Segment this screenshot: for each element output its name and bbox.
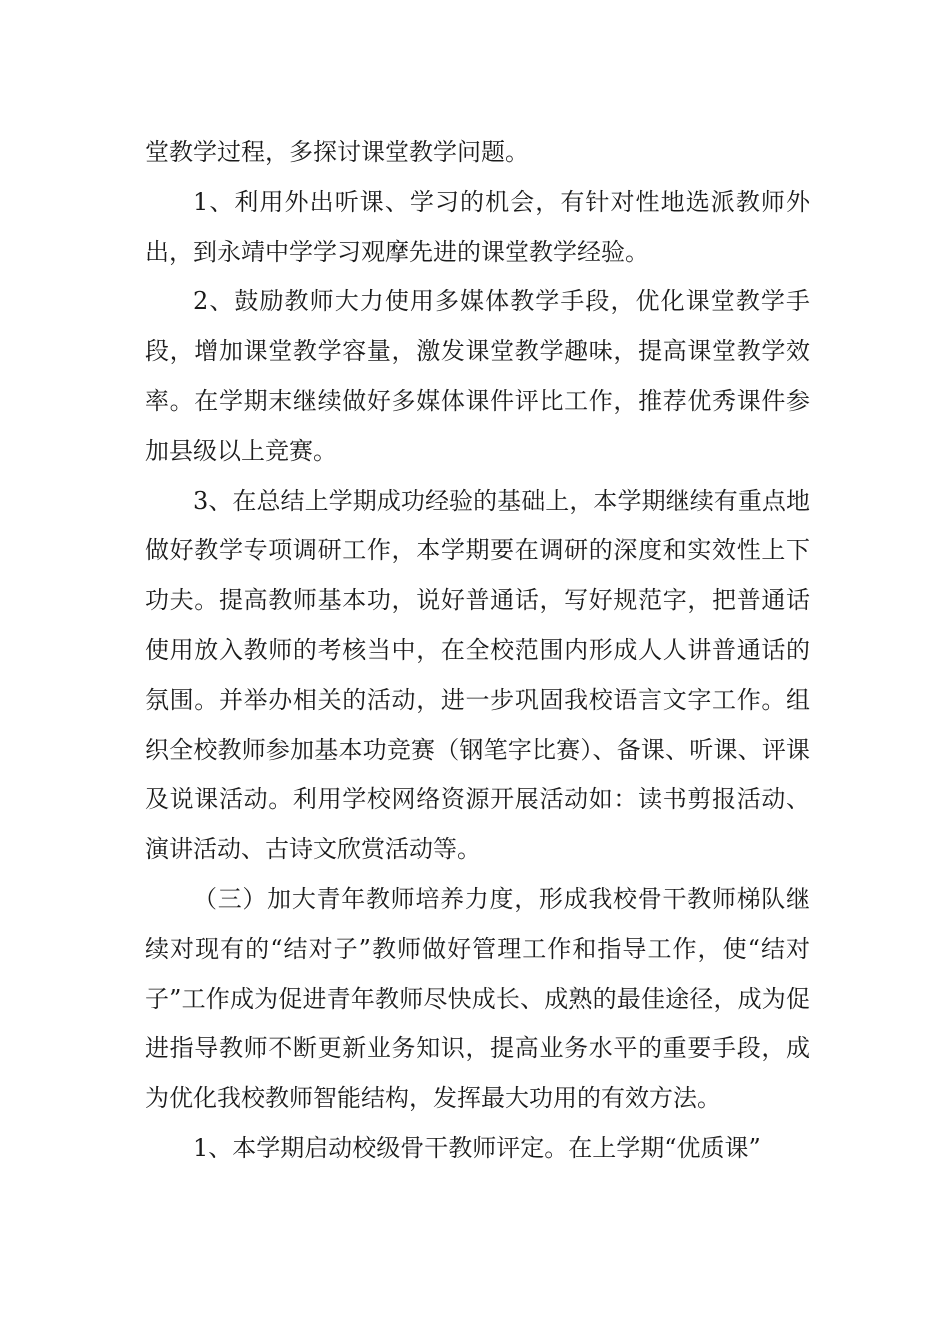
paragraph-item-3: 3、在总结上学期成功经验的基础上，本学期继续有重点地做好教学专项调研工作，本学期要在调研的深度和实效性上下功夫。提高教师基本功，说好普通话，写好规范字，把普通话使用放入教师的考核当中，在全校范围内形成人人讲普通话的氛围。并举办相关的活动，进一步巩固我校语言文字工作。组织全校教师参加基本功竞赛（钢笔字比赛）、备课、听课、评课及说课活动。利用学校网络资源开展活动如：读书剪报活动、演讲活动、古诗文欣赏活动等。 xyxy=(145,486,810,864)
paragraph-item-2: 2、鼓励教师大力使用多媒体教学手段，优化课堂教学手段，增加课堂教学容量，激发课堂教学趣味，提高课堂教学效率。在学期末继续做好多媒体课件评比工作，推荐优秀课件参加县级以上竞赛。 xyxy=(145,287,810,465)
paragraph-item-1-section-3: 1、本学期启动校级骨干教师评定。在上学期“优质课” xyxy=(193,1133,761,1162)
paragraph-continuation: 堂教学过程，多探讨课堂教学问题。 xyxy=(145,138,529,166)
paragraph-item-1: 1、利用外出听课、学习的机会，有针对性地选派教师外出，到永靖中学学习观摩先进的课堂教学经验。 xyxy=(145,187,810,266)
document-body xyxy=(145,128,810,1174)
paragraph-section-3: （三）加大青年教师培养力度，形成我校骨干教师梯队继续对现有的“结对子”教师做好管理工作和指导工作，使“结对子”工作成为促进青年教师尽快成长、成熟的最佳途径，成为促进指导教师不断更新业务知识，提高业务水平的重要手段，成为优化我校教师智能结构，发挥最大功用的有效方法。 xyxy=(145,884,810,1113)
